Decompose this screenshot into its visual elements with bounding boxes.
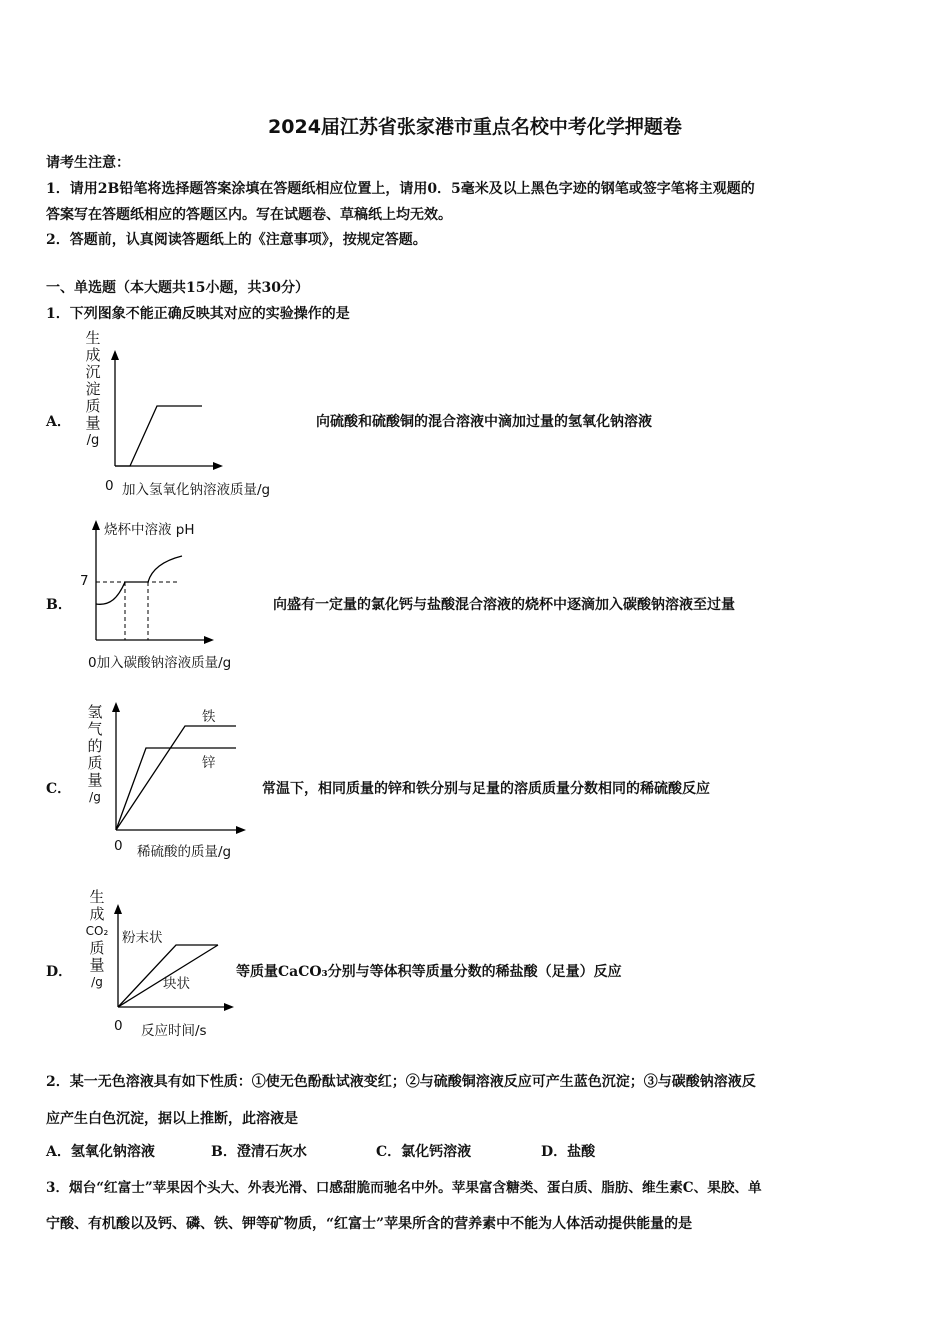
graph-b-x-arrow [204,636,214,644]
notice-item-1-cont: 答案写在答题纸相应的答题区内。写在试题卷、草稿纸上均无效。 [46,207,452,223]
graph-c-ylabel-char: 质 [87,754,103,772]
graph-d-ylabel-char: 成 [89,905,105,923]
graph-d-ylabel-char: 质 [89,939,105,957]
graph-a-origin: 0 [105,478,114,494]
graph-c [108,702,248,832]
option-d-label: D． [46,964,73,980]
graph-a-ylabel-char: 量 [85,414,101,432]
graph-c-legend-iron: 铁 [202,709,216,725]
question-2-choice-a: A．氢氧化钠溶液 [46,1144,155,1160]
option-b-description: 向盛有一定量的氯化钙与盐酸混合溶液的烧杯中逐滴加入碳酸钠溶液至过量 [273,597,735,613]
question-2-choice-c: C．氯化钙溶液 [376,1144,472,1160]
option-d-description: 等质量CaCO₃分别与等体积等质量分数的稀盐酸（足量）反应 [236,964,622,980]
graph-c-series-zinc [116,748,236,830]
graph-d-ylabel-char: 生 [89,888,105,906]
graph-a-ylabel-char: 沉 [85,363,101,381]
option-c-label: C． [46,781,72,797]
graph-a-x-arrow [213,462,223,470]
graph-a-xlabel: 加入氢氧化钠溶液质量/g [122,482,271,498]
option-a-label: A． [46,414,71,430]
section-heading: 一、单选题（本大题共15小题，共30分） [46,280,309,296]
graph-c-series-iron [116,726,236,830]
graph-a-ylabel-char: 生 [85,329,101,347]
graph-d-x-arrow [224,1003,234,1011]
graph-c-ylabel-unit: /g [89,790,101,804]
graph-a-ylabel-char: 质 [85,397,101,415]
graph-c-ylabel-char: 的 [87,737,103,755]
graph-a-y-arrow [111,350,119,360]
graph-b-y-arrow [92,520,100,530]
graph-a-curve [115,406,202,466]
graph-a [100,350,320,480]
graph-d-ylabel [82,889,112,991]
graph-d-ylabel-char: 量 [89,956,105,974]
graph-d [110,904,240,1014]
notice-item-1: 1．请用2B铅笔将选择题答案涂填在答题纸相应位置上，请用0．5毫米及以上黑色字迹的钢笔或签字笔将主观题的 [46,181,755,197]
graph-c-ylabel-char: 量 [87,771,103,789]
graph-b-ylabel: 烧杯中溶液 pH [104,522,195,538]
graph-c-x-arrow [236,826,246,834]
graph-c-y-arrow [112,702,120,712]
notice-heading: 请考生注意： [46,155,130,171]
graph-b-xlabel: 0加入碳酸钠溶液质量/g [88,655,232,671]
graph-c-legend-zinc: 锌 [202,755,216,771]
graph-d-ylabel-unit: /g [91,975,103,989]
graph-b [88,520,228,645]
graph-d-ylabel-char: CO₂ [85,924,109,938]
graph-d-legend-powder: 粉末状 [122,930,163,946]
question-2-stem: 2．某一无色溶液具有如下性质：①使无色酚酞试液变红；②与硫酸铜溶液反应可产生蓝色沉淀；③与碳酸钠溶液反 [46,1074,756,1090]
graph-a-ylabel-char: 淀 [85,380,101,398]
graph-d-xlabel: 反应时间/s [141,1023,207,1039]
graph-d-y-arrow [114,904,122,914]
graph-c-ylabel [86,704,104,806]
graph-c-ylabel-char: 气 [87,720,103,738]
question-2-choice-d: D．盐酸 [541,1144,596,1160]
graph-b-curve [96,556,182,604]
question-2-choice-b: B．澄清石灰水 [211,1144,307,1160]
option-a-description: 向硫酸和硫酸铜的混合溶液中滴加过量的氢氧化钠溶液 [316,414,652,430]
question-3-stem: 3．烟台“红富士”苹果因个头大、外表光滑、口感甜脆而驰名中外。苹果富含糖类、蛋白质、脂肪、维生素C、果胶、单 [46,1180,762,1196]
page-title: 2024届江苏省张家港市重点名校中考化学押题卷 [268,116,682,138]
graph-d-origin: 0 [114,1018,123,1034]
graph-b-tick-7: 7 [80,573,89,589]
notice-item-2: 2．答题前，认真阅读答题纸上的《注意事项》，按规定答题。 [46,232,427,248]
option-c-description: 常温下，相同质量的锌和铁分别与足量的溶质质量分数相同的稀硫酸反应 [262,781,710,797]
graph-a-ylabel-unit: /g [86,433,100,448]
graph-a-ylabel-char: 成 [85,346,101,364]
question-2-stem-cont: 应产生白色沉淀，据以上推断，此溶液是 [46,1111,298,1127]
option-b-label: B． [46,597,72,613]
question-3-stem-cont: 宁酸、有机酸以及钙、磷、铁、钾等矿物质，“红富士”苹果所含的营养素中不能为人体活动提供能量的是 [46,1216,693,1232]
graph-c-origin: 0 [114,838,123,854]
graph-d-legend-lump: 块状 [163,976,190,992]
question-1-stem: 1．下列图象不能正确反映其对应的实验操作的是 [46,306,350,322]
graph-c-xlabel: 稀硫酸的质量/g [137,844,232,860]
graph-c-ylabel-char: 氢 [87,703,103,721]
